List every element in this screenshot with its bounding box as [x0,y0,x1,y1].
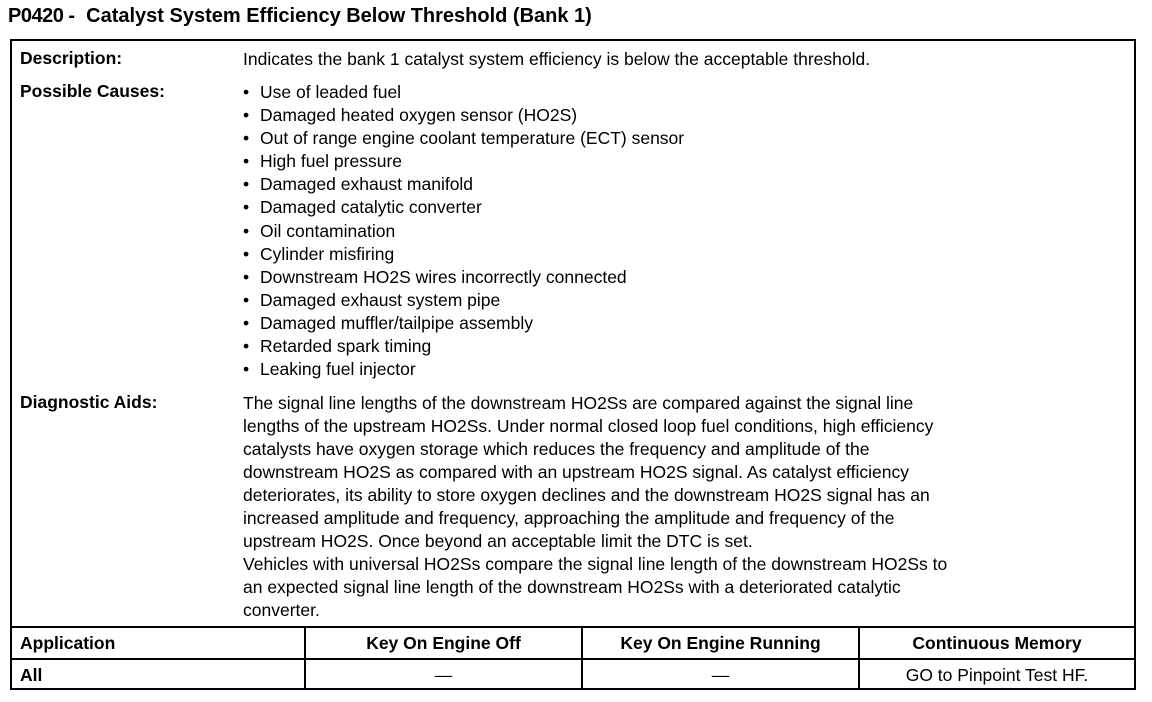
diagnostic-aids-line: deteriorates, its ability to store oxygen declines and the downstream HO2S signal has an [243,485,930,505]
bullet-icon: • [243,197,250,218]
table-cell-koeo: — [434,665,453,685]
possible-cause-item [243,196,1123,219]
diagnostic-aids-line: upstream HO2S. Once beyond an acceptable limit the DTC is set. [243,531,753,551]
bullet-icon: • [243,289,250,310]
dtc-title: Catalyst System Efficiency Below Threshold (Bank 1) [86,5,592,27]
possible-cause-text: Out of range engine coolant temperature (ECT) sensor [260,128,685,149]
possible-cause-text: Leaking fuel injector [260,359,416,380]
diagnostic-aids-line: Vehicles with universal HO2Ss compare the signal line length of the downstream HO2Ss to [243,554,948,574]
table-header-koeo: Key On Engine Off [366,633,521,653]
diagnostic-aids-line: catalysts have oxygen storage which reduces the frequency and amplitude of the [243,439,870,459]
possible-causes-label: Possible Causes: [20,81,165,101]
possible-causes-content [243,81,1123,381]
possible-cause-item [243,173,1123,196]
possible-cause-item [243,312,1123,335]
possible-cause-item [243,266,1123,289]
possible-cause-text: High fuel pressure [260,151,403,172]
possible-cause-item [243,358,1123,381]
possible-cause-text: Cylinder misfiring [260,243,395,264]
possible-causes-list [243,81,1123,381]
possible-cause-text: Damaged muffler/tailpipe assembly [260,312,534,333]
possible-cause-text: Damaged exhaust manifold [260,174,474,195]
diagnostic-aids-line: converter. [243,600,320,620]
possible-cause-item [243,289,1123,312]
diagnostic-aids-label: Diagnostic Aids: [20,392,158,412]
possible-cause-item [243,127,1123,150]
table-cell-koer: — [711,665,730,685]
bullet-icon: • [243,312,250,333]
diagnostic-aids-text [243,392,1123,622]
possible-cause-text: Damaged catalytic converter [260,197,482,218]
table-cell-application: All [20,665,43,685]
diagnostic-aids-line: The signal line lengths of the downstream HO2Ss are compared against the signal line [243,393,914,413]
bullet-icon: • [243,174,250,195]
description-text: Indicates the bank 1 catalyst system efficiency is below the acceptable threshold. [243,49,871,69]
possible-cause-text: Oil contamination [260,220,396,241]
diagnostic-aids-line: downstream HO2S as compared with an upstream HO2S signal. As catalyst efficiency [243,462,909,482]
possible-cause-text: Retarded spark timing [260,336,432,357]
bullet-icon: • [243,128,250,149]
possible-cause-item [243,81,1123,104]
diagnostic-aids-line: lengths of the upstream HO2Ss. Under normal closed loop fuel conditions, high efficiency [243,416,934,436]
possible-cause-item [243,243,1123,266]
table-header-application: Application [20,633,116,653]
description-row [10,48,1142,74]
possible-cause-item [243,150,1123,173]
dtc-code: P0420 - [8,5,75,27]
possible-cause-text: Use of leaded fuel [260,82,402,102]
diagnostic-aids-line: an expected signal line length of the downstream HO2Ss with a deteriorated catalytic [243,577,901,597]
bullet-icon: • [243,266,250,287]
bullet-icon: • [243,105,250,126]
bullet-icon: • [243,243,250,264]
page-title [8,5,592,28]
diagnostic-aids-line: increased amplitude and frequency, approaching the amplitude and frequency of the [243,508,895,528]
description-label: Description: [20,48,123,68]
table-cell-continuous-memory[interactable]: GO to Pinpoint Test HF. [905,665,1089,685]
possible-cause-item [243,335,1123,358]
possible-cause-text: Damaged heated oxygen sensor (HO2S) [260,105,578,126]
possible-causes-row [10,81,1142,381]
possible-cause-item [243,220,1123,243]
diagnostic-aids-row [10,392,1142,624]
table-header-koer: Key On Engine Running [620,633,821,653]
bullet-icon: • [243,359,250,380]
bullet-icon: • [243,82,250,102]
possible-cause-item [243,104,1123,127]
table-header-continuous-memory: Continuous Memory [912,633,1082,653]
bullet-icon: • [243,151,250,172]
possible-cause-text: Damaged exhaust system pipe [260,289,501,310]
bullet-icon: • [243,336,250,357]
possible-cause-text: Downstream HO2S wires incorrectly connected [260,266,627,287]
bullet-icon: • [243,220,250,241]
